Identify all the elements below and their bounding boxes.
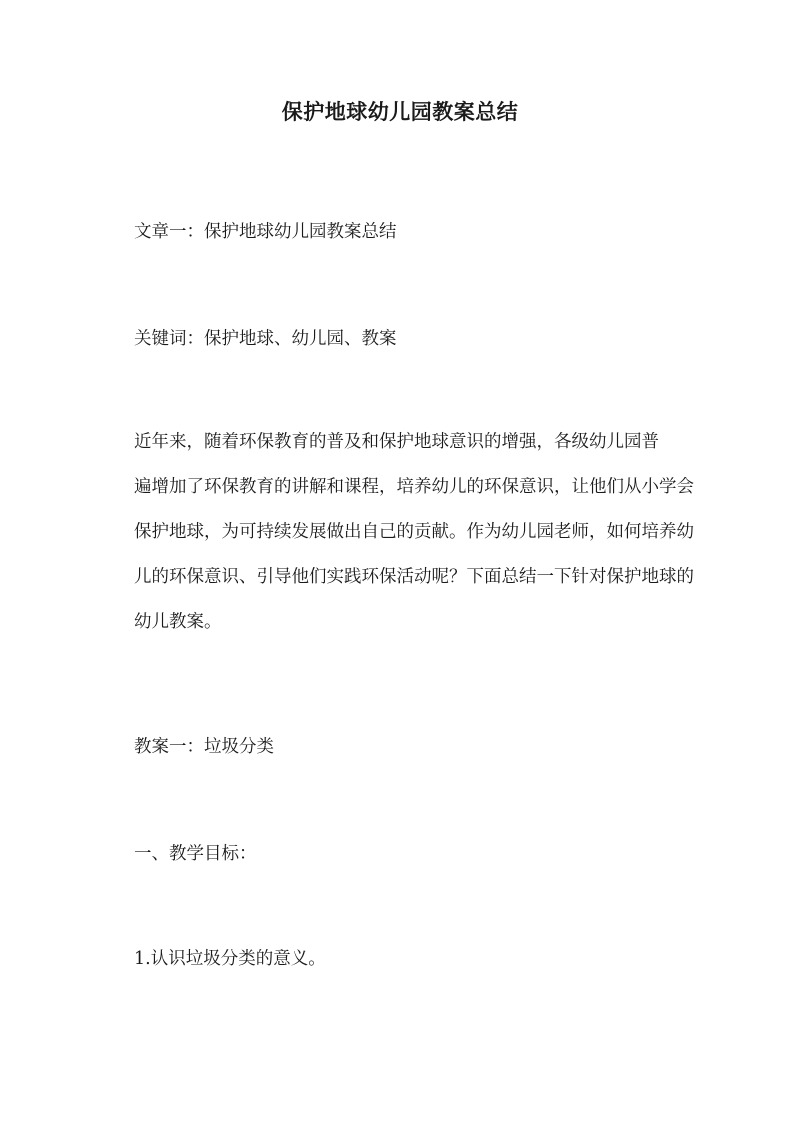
article-label: 文章一：保护地球幼儿园教案总结 (134, 222, 397, 242)
lesson-plan-heading: 教案一：垃圾分类 (134, 737, 274, 757)
intro-line: 保护地球，为可持续发展做出自己的贡献。作为幼儿园老师，如何培养幼 (134, 522, 694, 542)
section-heading: 一、教学目标： (134, 844, 257, 864)
intro-line: 儿的环保意识、引导他们实践环保活动呢？下面总结一下针对保护地球的 (134, 567, 694, 587)
intro-line: 近年来，随着环保教育的普及和保护地球意识的增强，各级幼儿园普 (134, 432, 659, 452)
intro-paragraph (134, 420, 700, 645)
keywords-line: 关键词：保护地球、幼儿园、教案 (134, 329, 397, 349)
intro-line: 幼儿教案。 (134, 612, 222, 632)
document-title: 保护地球幼儿园教案总结 (281, 99, 519, 124)
goal-item: 1.认识垃圾分类的意义。 (134, 949, 326, 969)
intro-line: 遍增加了环保教育的讲解和课程，培养幼儿的环保意识，让他们从小学会 (134, 477, 694, 497)
